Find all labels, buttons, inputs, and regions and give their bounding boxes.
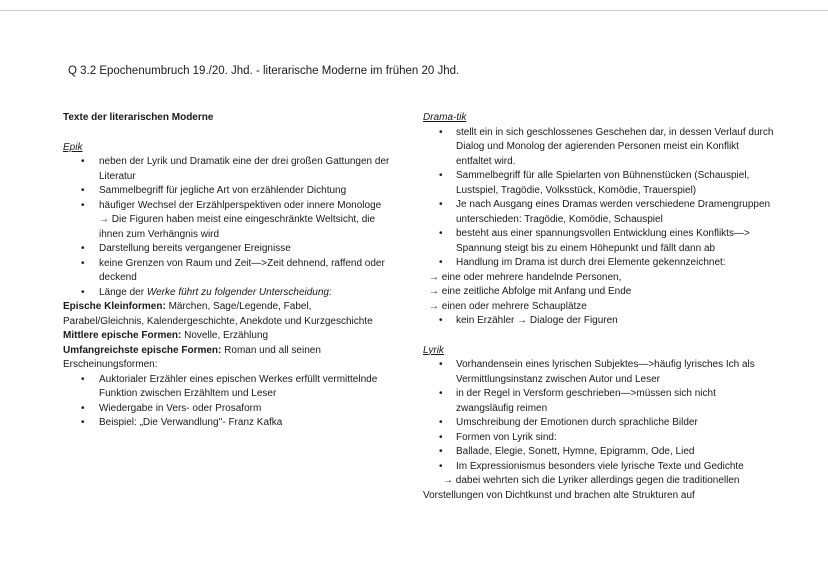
arrow-note: → Die Figuren haben meist eine eingeschränkte Weltsicht, die ihnen zum Verhängnis wird [99, 214, 376, 240]
list-item [423, 314, 775, 329]
kleinformen-label: Epische Kleinformen: [63, 301, 169, 312]
list-item [63, 242, 395, 257]
list-item-text: Vorhandensein eines lyrischen Subjektes—>häufig lyrisches Ich als Vermittlungsinstanz zwischen Autor und Leser [456, 359, 755, 385]
list-item-text: Wiedergabe in Vers- oder Prosaform [99, 402, 262, 414]
bullet-icon: • [439, 170, 443, 181]
bullet-icon: • [439, 126, 443, 138]
arrow-note: → eine zeitliche Abfolge mit Anfang und Ende [429, 286, 632, 297]
bullet-icon: • [81, 199, 85, 211]
bullet-icon: • [439, 417, 443, 428]
list-item [63, 199, 395, 243]
list-item-text: kein Erzähler → Dialoge der Figuren [456, 315, 618, 326]
left-column [63, 111, 395, 503]
list-item-text: Darstellung bereits vergangener Ereignisse [99, 243, 291, 254]
list-item [63, 257, 395, 286]
list-item [63, 184, 395, 199]
bullet-icon: • [81, 185, 85, 196]
list-item-text: Beispiel: „Die Verwandlung''- Franz Kafka [99, 417, 283, 428]
list-item-text-italic: Werke führt zu folgender Unterscheidung: [146, 286, 332, 298]
bullet-icon: • [439, 228, 443, 239]
list-item-text: Umschreibung der Emotionen durch sprachliche Bilder [456, 417, 698, 428]
list-item-text: keine Grenzen von Raum und Zeit—>Zeit dehnend, raffend oder deckend [99, 257, 385, 283]
page-top-divider [0, 10, 828, 11]
lyrik-bullet-list [423, 358, 775, 474]
list-item-text: stellt ein in sich geschlossenes Geschehen dar, in dessen Verlauf durch Dialog und Monolog der agierenden Personen meist ein Konflikt entfaltet wird. [456, 126, 774, 167]
right-column [423, 111, 775, 503]
bullet-icon: • [439, 388, 443, 399]
section-heading-lyrik: Lyrik [423, 344, 444, 356]
bullet-icon: • [439, 199, 443, 210]
list-item [423, 431, 775, 446]
bullet-icon: • [81, 286, 85, 298]
section-heading-epik: Epik [63, 141, 83, 153]
dramatik-final-bullet-list [423, 314, 775, 329]
page-title: Q 3.2 Epochenumbruch 19./20. Jhd. - literarische Moderne im frühen 20 Jhd. [68, 65, 460, 77]
umfangreichste-text: Roman und all seinen Erscheinungsformen: [63, 344, 321, 370]
roman-bullet-list [63, 373, 395, 431]
list-item [423, 198, 775, 227]
list-item-text: Im Expressionismus besonders viele lyrische Texte und Gedichte [456, 460, 744, 472]
list-item [63, 286, 395, 301]
bullet-icon: • [81, 402, 85, 414]
list-item-text: Formen von Lyrik sind: [456, 431, 557, 443]
bullet-icon: • [81, 373, 85, 385]
bullet-icon: • [439, 460, 443, 472]
list-item [423, 256, 775, 271]
mittlere-text: Novelle, Erzählung [184, 330, 269, 341]
kleinformen-paragraph [63, 300, 395, 329]
arrow-note: → eine oder mehrere handelnde Personen, [429, 271, 622, 283]
bullet-icon: • [439, 446, 443, 457]
epik-bullet-list [63, 155, 395, 300]
bullet-icon: • [439, 359, 443, 370]
list-item-text: in der Regel in Versform geschrieben—>müssen sich nicht zwangsläufig reimen [456, 388, 716, 414]
kleinformen-text: Märchen, Sage/Legende, Fabel, Parabel/Gleichnis, Kalendergeschichte, Anekdote und Kurzgeschichte [63, 301, 373, 327]
list-item [423, 227, 775, 256]
bullet-icon: • [81, 417, 85, 428]
arrow-note: → einen oder mehrere Schauplätze [429, 300, 587, 312]
dramatik-bullet-list [423, 126, 775, 271]
list-item-text: Sammelbegriff für jegliche Art von erzählender Dichtung [99, 185, 347, 196]
bullet-icon: • [81, 156, 85, 167]
list-item [423, 445, 775, 460]
mittlere-paragraph [63, 329, 395, 344]
two-column-layout [63, 111, 828, 503]
list-item [63, 402, 395, 417]
list-item-text: Handlung im Drama ist durch drei Elemente gekennzeichnet: [456, 257, 726, 268]
list-item-text: Auktorialer Erzähler eines epischen Werkes erfüllt vermittelnde Funktion zwischen Erzähltem und Leser [99, 373, 378, 399]
list-item [63, 416, 395, 431]
list-item-text: besteht aus einer spannungsvollen Entwicklung eines Konflikts—> Spannung steigt bis zu einem Höhepunkt und fällt dann ab [456, 228, 750, 254]
list-item-text: häufiger Wechsel der Erzählperspektiven oder innere Monologe [99, 199, 382, 211]
list-item [63, 155, 395, 184]
bullet-icon: • [81, 243, 85, 254]
bullet-icon: • [439, 315, 443, 326]
list-item [423, 460, 775, 475]
list-item-text: neben der Lyrik und Dramatik eine der drei großen Gattungen der Literatur [99, 156, 390, 182]
list-item [423, 387, 775, 416]
umfangreichste-label: Umfangreichste epische Formen: [63, 344, 225, 356]
list-item [63, 373, 395, 402]
bullet-icon: • [81, 257, 85, 269]
umfangreichste-paragraph [63, 344, 395, 373]
list-item [423, 126, 775, 170]
list-item [423, 416, 775, 431]
arrow-note: → dabei wehrten sich die Lyriker allerdings gegen die traditionellen Vorstellungen von Dichtkunst und brachen alte Strukturen auf [423, 475, 740, 501]
list-item [423, 169, 775, 198]
list-item-text: Sammelbegriff für alle Spielarten von Bühnenstücken (Schauspiel, Lustspiel, Tragödie, Volksstück, Komödie, Trauerspiel) [456, 170, 750, 196]
bullet-icon: • [439, 431, 443, 443]
section-heading-dramatik: Drama-tik [423, 112, 467, 123]
list-item [423, 358, 775, 387]
list-item-text: Ballade, Elegie, Sonett, Hymne, Epigramm, Ode, Lied [456, 446, 695, 457]
list-item-text: Je nach Ausgang eines Dramas werden verschiedene Dramengruppen unterschieden: Tragödie, Komödie, Schauspiel [456, 199, 771, 225]
list-item-text: Länge der [99, 286, 147, 298]
mittlere-label: Mittlere epische Formen: [63, 330, 185, 341]
left-column-heading: Texte der literarischen Moderne [63, 112, 214, 123]
bullet-icon: • [439, 257, 443, 268]
